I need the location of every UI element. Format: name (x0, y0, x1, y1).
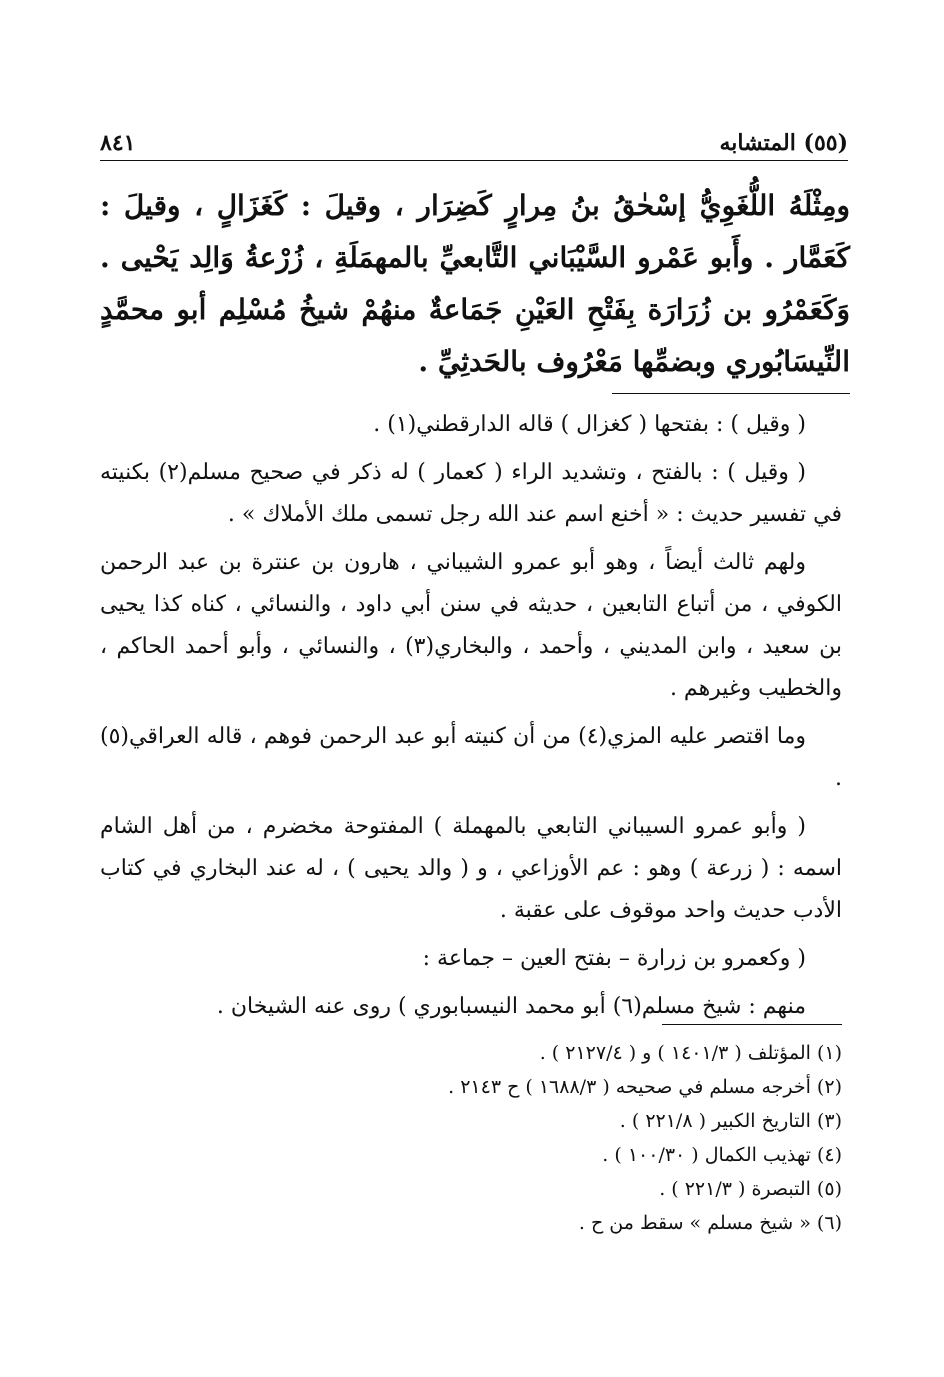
commentary (100, 404, 842, 1034)
header-rule (100, 160, 848, 161)
commentary-paragraph: ( وكعمرو بن زرارة – بفتح العين – جماعة : (422, 946, 806, 971)
footnote: (٢) أخرجه مسلم في صحيحه ( ١٦٨٨/٣ ) ح ٢١٤٣ . (448, 1076, 842, 1098)
page-number: ٨٤١ (100, 130, 136, 156)
commentary-paragraph: وما اقتصر عليه المزي(٤) من أن كنيته أبو عبد الرحمن فوهم ، قاله العراقي(٥) . (100, 724, 842, 791)
footnote: (٣) التاريخ الكبير ( ٢٢١/٨ ) . (619, 1110, 842, 1132)
matn-rule (612, 393, 850, 394)
footnote: (١) المؤتلف ( ١٤٠١/٣ ) و ( ٢١٢٧/٤ ) . (539, 1042, 842, 1064)
commentary-paragraph: منهم : شيخ مسلم(٦) أبو محمد النيسبابوري ) روى عنه الشيخان . (216, 994, 806, 1019)
matn-text: ومِثْلَهُ اللُّغَوِيُّ إسْحٰقُ بنُ مِرارٍ كَضِرَار ، وقيلَ : كَغَزَالٍ ، وقيلَ : كَعَمَّار . وأَبو عَمْرو السَّيْبَاني التَّابعيِّ بالمهمَلَةِ ، زُرْعةُ وَالِد يَحْيى . وَكَعَمْرُو بن زُرَارَة بِفَتْحِ العَيْنِ جَمَاعةٌ منهُمْ شيخُ مُسْلِم أبو محمَّدٍ النِّيسَابُوري وبضمِّها مَعْرُوف بالحَدثِيِّ . (100, 189, 851, 378)
commentary-paragraph: ( وأبو عمرو السيباني التابعي بالمهملة ) المفتوحة مخضرم ، من أهل الشام اسمه : ( زرعة ) وهو : عم الأوزاعي ، و ( والد يحيى ) ، له عند البخاري في كتاب الأدب حديث واحد موقوف على عقبة . (100, 814, 842, 923)
chapter-title: (٥٥) المتشابه (719, 130, 848, 156)
footnote: (٦) « شيخ مسلم » سقط من ح . (578, 1212, 842, 1234)
commentary-paragraph: ( وقيل ) : بفتحها ( كغزال ) قاله الدارقطني(١) . (373, 412, 806, 437)
footnote: (٤) تهذيب الكمال ( ١٠٠/٣٠ ) . (602, 1144, 842, 1166)
running-header (100, 128, 848, 158)
commentary-paragraph: ولهم ثالث أيضاً ، وهو أبو عمرو الشيباني ، هارون بن عنترة بن عبد الرحمن الكوفي ، من أتباع التابعين ، حديثه في سنن أبي داود ، والنسائي ، كناه كذا يحيى بن سعيد ، وابن المديني ، وأحمد ، والبخاري(٣) ، والنسائي ، وأبو أحمد الحاكم ، والخطيب وغيرهم . (100, 550, 842, 701)
footnote-rule (662, 1024, 842, 1025)
footnotes (100, 1036, 842, 1240)
footnote: (٥) التبصرة ( ٢٢١/٣ ) . (659, 1178, 842, 1200)
commentary-paragraph: ( وقيل ) : بالفتح ، وتشديد الراء ( كعمار ) له ذكر في صحيح مسلم(٢) بكنيته في تفسير حديث : « أخنع اسم عند الله رجل تسمى ملك الأملاك » . (100, 460, 842, 527)
